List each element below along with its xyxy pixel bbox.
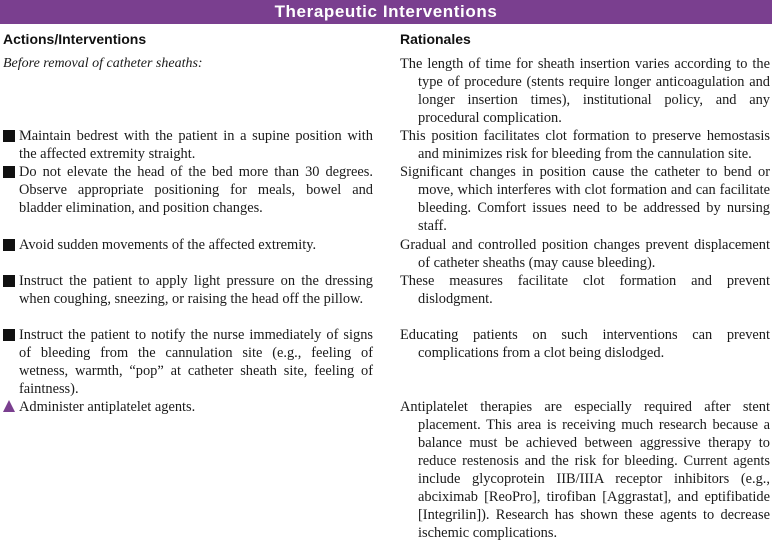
square-bullet-icon [3, 239, 15, 251]
action-item [3, 163, 373, 217]
rationale-text: These measures facilitate clot formation and prevent dislodgment. [400, 273, 770, 307]
square-bullet-icon [3, 275, 15, 287]
action-text: Instruct the patient to apply light pressure on the dressing when coughing, sneezing, or raising the head off the pillow. [19, 273, 373, 307]
action-item [3, 272, 373, 308]
intro-rationale: The length of time for sheath insertion varies according to the type of procedure (stents require longer anticoagulation and longer insertion times), institutional policy, and any procedural complication. [400, 56, 770, 126]
square-bullet-icon [3, 166, 15, 178]
action-text: Maintain bedrest with the patient in a supine position with the affected extremity straight. [19, 128, 373, 162]
triangle-bullet-icon [3, 400, 15, 412]
action-text: Instruct the patient to notify the nurse immediately of signs of bleeding from the cannulation site (e.g., feeling of wetness, warmth, “pop” at catheter sheath site, feeling of faintness). [19, 327, 373, 397]
rationale-text: Significant changes in position cause the catheter to bend or move, which interferes with clot formation and can facilitate bleeding. Comfort issues need to be addressed by nursing staff. [400, 164, 770, 234]
rationale-text: Gradual and controlled position changes prevent displacement of catheter sheaths (may cause bleeding). [400, 237, 770, 271]
section-banner: Therapeutic Interventions [0, 0, 772, 24]
action-item [3, 398, 373, 416]
square-bullet-icon [3, 329, 15, 341]
action-text: Administer antiplatelet agents. [19, 399, 196, 415]
intro-text: Before removal of catheter sheaths: [3, 56, 203, 71]
action-item [3, 236, 373, 254]
action-text: Avoid sudden movements of the affected extremity. [19, 237, 317, 253]
rationale-text: Educating patients on such interventions can prevent complications from a clot being dislodged. [400, 327, 770, 361]
action-item [3, 326, 373, 398]
square-bullet-icon [3, 130, 15, 142]
rationales-column-header: Rationales [400, 31, 471, 47]
rationale-text: Antiplatelet therapies are especially required after stent placement. This area is receiving much research because a balance must be achieved between aggressive therapy to reduce restenosis and the risk for bleeding. Current agents include glycoprotein IIB/IIIA receptor inhibitors (e.g., abciximab [ReoPro], tirofiban [Aggrastat], and eptifibatide [Integrilin]). Research has shown these agents to decrease ischemic complications. [400, 399, 770, 541]
action-text: Do not elevate the head of the bed more than 30 degrees. Observe appropriate positioning for meals, bowel and bladder elimination, and position changes. [19, 164, 373, 216]
action-item [3, 127, 373, 163]
rationale-text: This position facilitates clot formation to preserve hemostasis and minimizes risk for bleeding from the cannulation site. [400, 128, 770, 162]
actions-column-header: Actions/Interventions [3, 31, 147, 47]
